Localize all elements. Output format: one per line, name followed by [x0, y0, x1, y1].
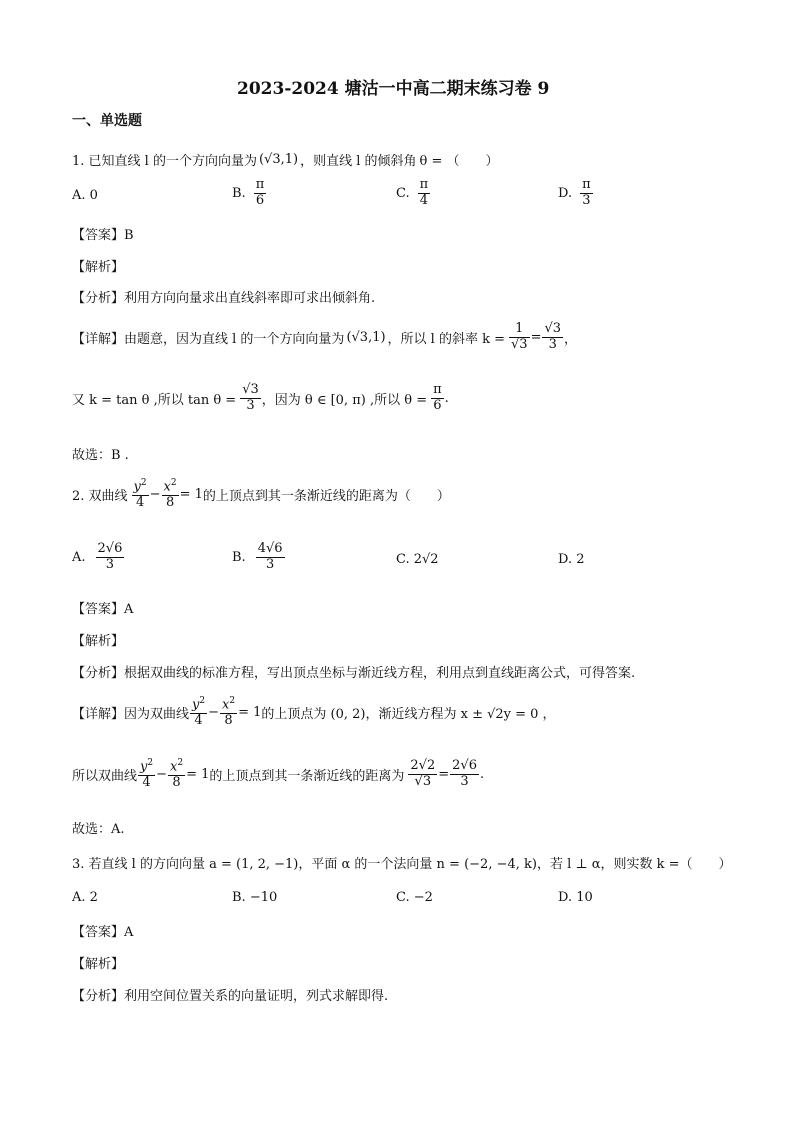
q3-stem: 3. 若直线 l 的方向向量 a = (1, 2, −1)，平面 α 的一个法向量 n = (−2, −4, k)，若 l ⊥ α，则实数 k =（ ） [72, 857, 732, 872]
q2-option-c[interactable]: C. 2√2 [396, 552, 439, 567]
q2-detail-line2: 所以双曲线 $\frac{y^2}{4}$ − $\frac{x^2}{8}$ = 1 的上顶点到其一条渐近线的距离为 $\frac{2√2}{√3}$ = $\frac{2√6}{3}$ . [72, 758, 485, 791]
q1-analysis-head: 【解析】 [72, 260, 125, 275]
q3-analysis: 【分析】利用空间位置关系的向量证明，列式求解即得. [72, 989, 389, 1004]
page-title: 2023-2024 塘沽一中高二期末练习卷 9 [237, 79, 550, 99]
q2-answer: 【答案】A [72, 602, 134, 617]
q2-choose: 故选：A. [72, 822, 125, 837]
q2-option-d[interactable]: D. 2 [558, 552, 585, 567]
q2-option-a[interactable]: A. $\frac{2√6}{3}$ [72, 541, 123, 572]
q3-answer: 【答案】A [72, 925, 134, 940]
section-heading: 一、单选题 [72, 113, 142, 129]
q2-detail: 【详解】因为双曲线 $\frac{y^2}{4}$ − $\frac{x^2}{8}$ = 1 的上顶点为 (0, 2)，渐近线方程为 x ± √2y = 0 ， [72, 696, 556, 729]
q3-option-a[interactable]: A. 2 [72, 890, 98, 905]
q1-detail: 【详解】由题意，因为直线 l 的一个方向向量为 (√3,1) ，所以 l 的斜率 k = $\frac{1}{√3}$ = $\frac{√3}{3}$ ， [72, 321, 578, 352]
q3-option-c[interactable]: C. −2 [396, 890, 433, 905]
q1-answer: 【答案】B [72, 228, 134, 243]
q1-detail-line2: 又 k = tan θ ,所以 tan θ = $\frac{√3}{3}$ ，因为 θ ∈ [0, π) ,所以 θ = $\frac{\pi}{6}$ . [72, 382, 449, 413]
q2-analysis: 【分析】根据双曲线的标准方程，写出顶点坐标与渐近线方程，利用点到直线距离公式，可得答案. [72, 666, 636, 681]
q1-analysis: 【分析】利用方向向量求出直线斜率即可求出倾斜角. [72, 291, 376, 306]
q1-option-b[interactable]: B. $\frac{\pi}{6}$ [232, 177, 265, 208]
q3-option-d[interactable]: D. 10 [558, 890, 593, 905]
q3-option-b[interactable]: B. −10 [232, 890, 278, 905]
q1-choose: 故选：B . [72, 448, 129, 463]
q2-stem: 2. 双曲线 $\frac{y^2}{4}$ − $\frac{x^2}{8}$ = 1 的上顶点到其一条渐近线的距离为（ ） [72, 478, 450, 511]
q2-analysis-head: 【解析】 [72, 634, 125, 649]
q1-option-a[interactable]: A. 0 [72, 188, 98, 203]
q2-option-b[interactable]: B. $\frac{4√6}{3}$ [232, 541, 283, 572]
q1-option-c[interactable]: C. $\frac{\pi}{4}$ [396, 177, 429, 208]
q3-analysis-head: 【解析】 [72, 957, 125, 972]
q1-stem: 1. 已知直线 l 的一个方向向量为 (√3,1) ，则直线 l 的倾斜角 θ = （ ） [72, 152, 499, 169]
q1-option-d[interactable]: D. $\frac{\pi}{3}$ [558, 177, 591, 208]
